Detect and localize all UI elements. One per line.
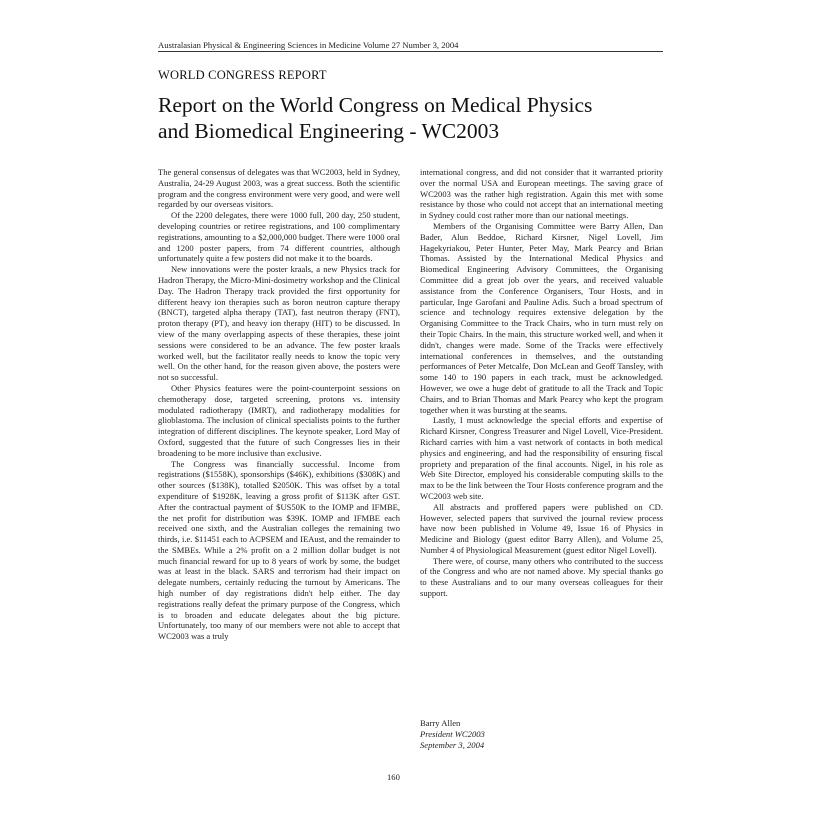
signature-date: September 3, 2004 [420,739,485,750]
signature-name: Barry Allen [420,718,461,728]
article-title-line-1: Report on the World Congress on Medical Physics [158,93,593,117]
paragraph: All abstracts and proffered papers were published on CD. However, selected papers that survived the journal review process have now been published in Volume 49, Issue 16 of Physics in Medicine and Biology (guest editor Barry Allen), and Volume 25, Number 4 of Physiological Measurement (guest editor Nigel Lovell). [420,501,663,555]
header-rule [158,51,663,52]
paragraph: international congress, and did not consider that it warranted priority over the normal USA and European meetings. The saving grace of WC2003 was the rather high registration. Again this met with some resistance by those who could not accept that an international meeting in Sydney could cost rather more than our national meetings. [420,167,663,221]
paragraph: Other Physics features were the point-counterpoint sessions on chemotherapy dose, targeted screening, protons vs. intensity modulated radiotherapy (IMRT), and radiotherapy modalities for glioblastoma. The inclusion of clinical specialists points to the further integration of different disciplines. The keynote speaker, Lord May of Oxford, suggested that the future of such Congresses lies in their broadening to be more inclusive than exclusive. [158,382,400,458]
paragraph: Lastly, I must acknowledge the special efforts and expertise of Richard Kirsner, Congress Treasurer and Nigel Lovell, Vice-President. Richard carries with him a vast network of contacts in both medical physics and engineering, and had the responsibility of ensuring fiscal propriety and preparation of the final accounts. Nigel, in his role as Web Site Director, employed his considerable computing skills to the max to be the link between the Tour Hosts conference program and the WC2003 web site. [420,415,663,501]
paragraph: Members of the Organising Committee were Barry Allen, Dan Bader, Alun Beddoe, Richard Kirsner, Nigel Lovell, Jim Hagekyriakou, Peter Hunter, Peter May, Mark Pearcy and Brian Thomas. Assisted by the International Medical Physics and Biomedical Engineering Advisory Committees, the Organising Committee did a great job over the years, and received valuable assistance from the Conference Organisers, Tour Hosts, and in particular, Inge Garofani and Pauline Adis. Such a broad spectrum of science and technology requires extensive delegation by the Organising Committee to the Track Chairs, who in turn must rely on their Topic Chairs. In the main, this structure worked well, and when it didn't, changes were made. Some of the Tracks were effectively international conferences in themselves, and the outstanding performances of Peter Metcalfe, Don McLean and Geoff Tansley, with some 140 to 190 papers in each track, must be acknowledged. However, we owe a huge debt of gratitude to all the Track and Topic Chairs, and to Brian Thomas and Mark Pearcy who kept the program together when it was bursting at the seams. [420,220,663,415]
article-title [158,92,678,144]
section-label: WORLD CONGRESS REPORT [158,68,327,82]
article-title-line-2: and Biomedical Engineering - WC2003 [158,119,500,143]
journal-header: Australasian Physical & Engineering Sciences in Medicine Volume 27 Number 3, 2004 [158,40,459,50]
paragraph: Of the 2200 delegates, there were 1000 full, 200 day, 250 student, developing countries or retiree registrations, and 100 complimentary registrations, amounting to a $2,000,000 budget. There were 1000 oral and 1200 poster papers, from 74 different countries, although unfortunately quite a few posters did not make it to the boards. [158,210,400,264]
paragraph: The general consensus of delegates was that WC2003, held in Sydney, Australia, 24-29 August 2003, was a great success. Both the scientific program and the congress environment were very good, and were well regarded by our overseas visitors. [158,167,400,210]
page-number: 160 [387,772,400,782]
left-column [158,167,400,642]
right-column [420,167,663,599]
paragraph: There were, of course, many others who contributed to the success of the Congress and who are not named above. My special thanks go to these Australians and to our many overseas colleagues for their support. [420,555,663,599]
signature-role: President WC2003 [420,728,485,739]
signature-block [420,718,485,750]
paragraph: The Congress was financially successful. Income from registrations ($1558K), sponsorships ($46K), exhibitions ($308K) and other sources ($138K), totalled $2050K. This was offset by a total expenditure of $1928K, leaving a gross profit of $113K after GST. After the contractual payment of $US50K to the IOMP and IFMBE, the net profit for distribution was $39K. IOMP and IFMBE each received one sixth, and the Australian colleges the remaining two thirds, i.e. $11451 each to ACPSEM and IEAust, and the remainder to the SMBEs. While a 2% profit on a 2 million dollar budget is not much financial reward for up to 8 years of work by some, the budget was at least in the black. SARS and terrorism had their impact on delegate numbers, certainly reducing the turnout by Americans. The high number of day registrations didn't help either. The day registrations really defeat the primary purpose of the Congress, which is to broaden and educate delegates about the big picture. Unfortunately, too many of our members were not able to accept that WC2003 was a truly [158,458,400,642]
paragraph: New innovations were the poster kraals, a new Physics track for Hadron Therapy, the Micro-Mini-dosimetry workshop and the Clinical Day. The Hadron Therapy track provided the first opportunity for different heavy ion therapies such as boron neutron capture therapy (BNCT), targeted alpha therapy (TAT), fast neutron therapy (FNT), proton therapy (PT), and heavy ion therapy (HIT) to be discussed. In view of the many overlapping aspects of these therapies, these joint sessions were considered to be an advance. The few poster kraals worked well, but the facilitator really needs to know the topic very well. On the other hand, for the reason given above, the posters were not so successful. [158,264,400,383]
